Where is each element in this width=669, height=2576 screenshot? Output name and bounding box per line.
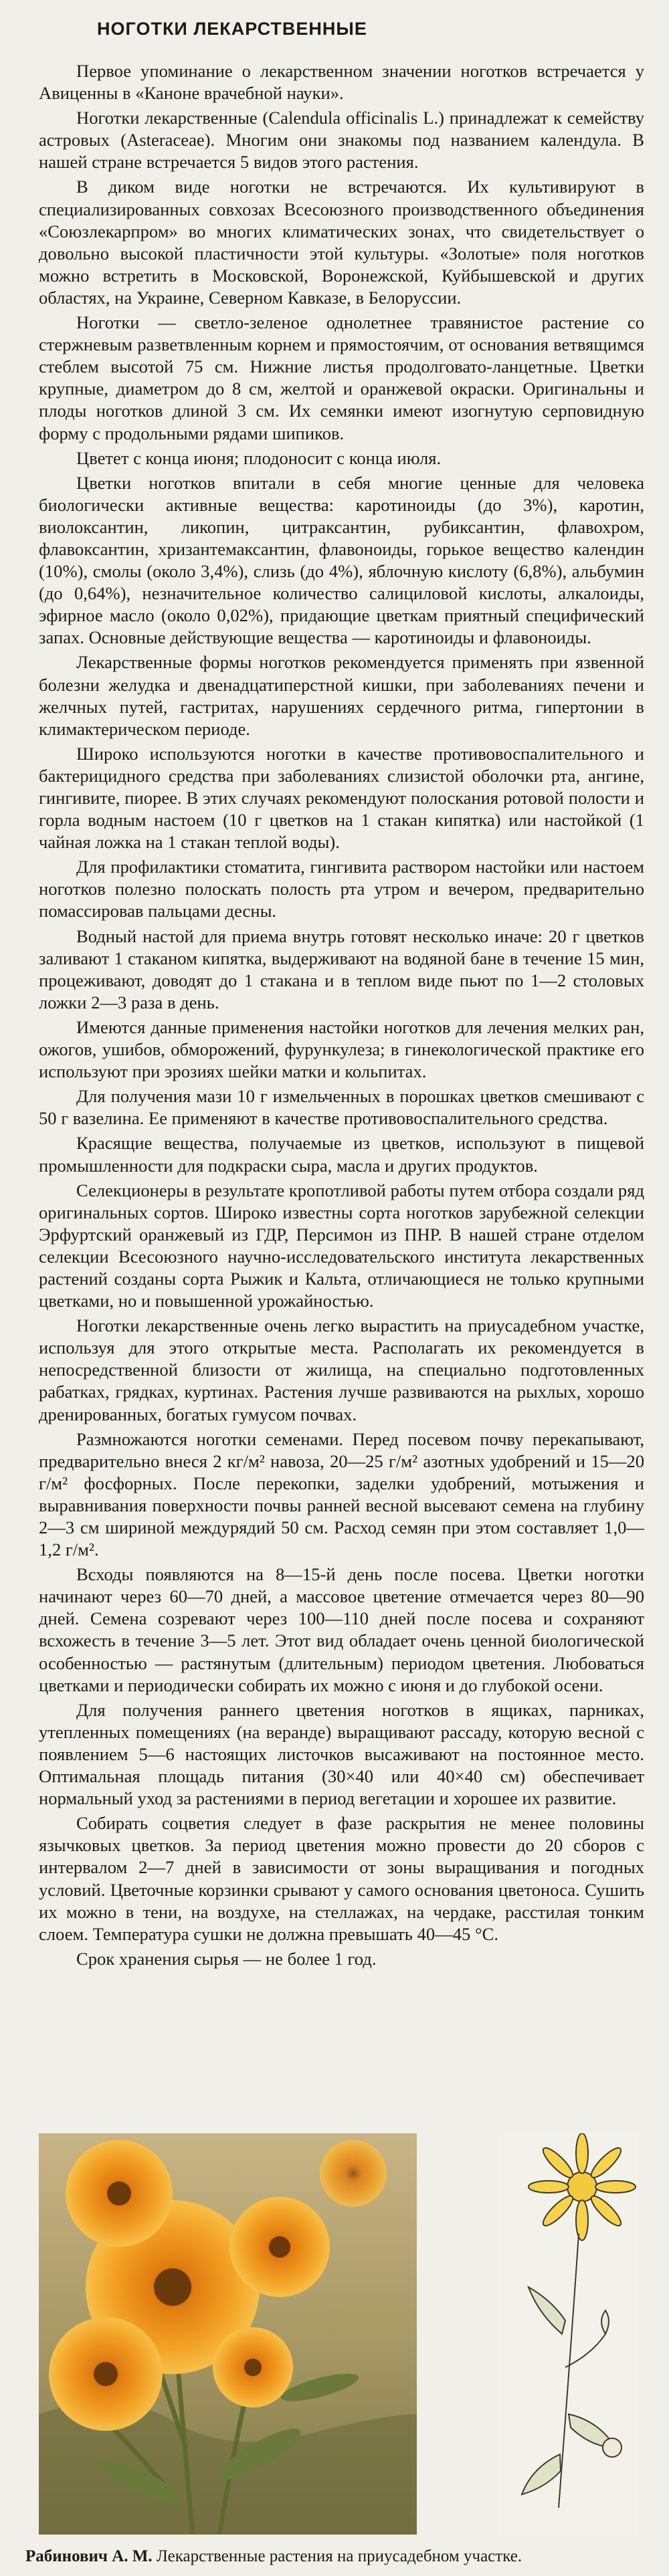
calendula-drawing xyxy=(498,2133,639,2535)
paragraph: Первое упоминание о лекарственном значении ноготков встречается у Авиценны в «Каноне врачебной науки». xyxy=(39,61,644,104)
source-citation xyxy=(25,2547,648,2567)
paragraph: Водный настой для приема внутрь готовят несколько иначе: 20 г цветков заливают 1 стаканом кипятка, выдерживают на водяной бане в течение 15 мин, процеживают, доводят до 1 стакана и в теплом виде пьют по 1—2 столовых ложки 2—3 раза в день. xyxy=(39,926,644,1012)
citation-author: Рабинович А. М. xyxy=(25,2547,153,2565)
article-body xyxy=(39,60,644,1973)
paragraph: Для получения мази 10 г измельченных в порошках цветков смешивают с 50 г вазелина. Ее применяют в качестве противовоспалительного средства. xyxy=(39,1086,644,1129)
paragraph: В диком виде ноготки не встречаются. Их культивируют в специализированных совхозах Всесоюзного производственного объединения «Союзлекарпром» во многих климатических зонах, что свидетельствует о довольно высокой пластичности этой культуры. «Золотые» поля ноготков можно встретить в Московской, Воронежской, Куйбышевской и других областях, на Украине, Северном Кавказе, в Белоруссии. xyxy=(39,177,644,308)
paragraph: Размножаются ноготки семенами. Перед посевом почву перекапывают, предварительно внеся 2 кг/м² навоза, 20—25 г/м² азотных удобрений и 15—20 г/м² фосфорных. После перекопки, заделки удобрений, мотыжения и выравнивания поверхности почвы ранней весной высевают семена на глубину 2—3 см шириной междурядий 50 см. Расход семян при этом составляет 1,0—1,2 г/м². xyxy=(39,1428,644,1560)
paragraph: Собирать соцветия следует в фазе раскрытия не менее половины язычковых цветков. За период цветения можно провести до 20 сборов с интервалом 2—7 дней в зависимости от зоны выращивания и погодных условий. Цветочные корзинки срывают у самого основания цветоноса. Сушить их можно в тени, на воздухе, на стеллажах, на чердаке, расстилая тонким слоем. Температура сушки не должна превышать 40—45 °С. xyxy=(39,1813,644,1944)
paragraph: Цветки ноготков впитали в себя многие ценные для человека биологически активные вещества: каротиноиды (до 3%), каротин, виолоксантин, ликопин, цитраксантин, рубиксантин, флавохром, флавоксантин, хризантемаксантин, флавоноиды, горькое вещество календин (10%), смолы (около 3,4%), слизь (до 4%), яблочную кислоту (6,8%), альбумин (до 0,64%), незначительное количество салициловой кислоты, алкалоиды, эфирное масло (около 0,02%), придающие цветкам приятный специфический запах. Основные действующие вещества — каротиноиды и флавоноиды. xyxy=(39,472,644,648)
paragraph: Срок хранения сырья — не более 1 год. xyxy=(76,1948,377,1969)
paragraph: Всходы появляются на 8—15-й день после посева. Цветки ноготки начинают через 60—70 дней, а массовое цветение отмечается через 80—90 дней. Семена созревают через 100—110 дней после посева и сохраняют всхожесть в течение 3—5 лет. Этот вид обладает очень ценной биологической особенностью — растянутым (длительным) периодом цветения. Любоваться цветками и периодически собирать их можно с июня и до глубокой осени. xyxy=(39,1564,644,1695)
paragraph: Для профилактики стоматита, гингивита раствором настойки или настоем ноготков полезно полоскать полость рта утром и вечером, предварительно помассировав пальцами десны. xyxy=(39,857,644,922)
paragraph: Красящие вещества, получаемые из цветков, используют в пищевой промышленности для подкраски сыра, масла и других продуктов. xyxy=(39,1133,644,1176)
paragraph: Ноготки лекарственные очень легко вырастить на приусадебном участке, используя для этого открытые места. Располагать их рекомендуется в непосредственной близости от жилища, на специально подготовленных рабатках, грядках, куртинах. Растения лучше развиваются на рыхлых, хорошо дренированных, богатых гумусом почвах. xyxy=(39,1315,644,1424)
paragraph: Селекционеры в результате кропотливой работы путем отбора создали ряд оригинальных сортов. Широко известны сорта ноготков зарубежной селекции Эрфуртский оранжевый из ГДР, Персимон из ПНР. В нашей стране отделом селекции Всесоюзного научно-исследовательского института лекарственных растений созданы сорта Рыжик и Кальта, отличающиеся не только крупными цветками, но и повышенной урожайностью. xyxy=(39,1180,644,1311)
article-title: НОГОТКИ ЛЕКАРСТВЕННЫЕ xyxy=(97,19,367,39)
citation-title: Лекарственные растения на приусадебном участке. xyxy=(156,2547,522,2565)
paragraph: Ноготки лекарственные (Calendula officinalis L.) принадлежат к семейству астровых (Asteraceae). Многим они знакомы под названием календула. В нашей стране встречается 5 видов этого растения. xyxy=(39,108,644,173)
paragraph: Ноготки — светло-зеленое однолетнее травянистое растение со стержневым разветвленным корнем и прямостоячим, от основания ветвящимся стеблем высотой 75 см. Нижние листья продолговато-ланцетные. Цветки крупные, диаметром до 8 см, желтой и оранжевой окраски. Оригинальны и плоды ноготков длиной 3 см. Их семянки имеют изогнутую серповидную форму с продольными рядами шипиков. xyxy=(39,312,644,443)
paragraph: Имеются данные применения настойки ноготков для лечения мелких ран, ожогов, ушибов, обморожений, фурункулеза; в гинекологической практике его используют при эрозиях шейки матки и кольпитах. xyxy=(39,1016,644,1082)
paragraph: Цветет с конца июня; плодоносит с конца июля. xyxy=(76,447,442,468)
paragraph: Для получения раннего цветения ноготков в ящиках, парниках, утепленных помещениях (на веранде) выращивают рассаду, которую весной с появлением 5—6 настоящих листочков высаживают на постоянное место. Оптимальная площадь питания (30×40 или 40×40 см) обеспечивает нормальный уход за растениями в период вегетации и хорошее их развитие. xyxy=(39,1699,644,1809)
paragraph: Широко используются ноготки в качестве противовоспалительного и бактерицидного средства при заболеваниях слизистой оболочки рта, ангине, гингивите, пиорее. В этих случаях рекомендуют полоскания ротовой полости и горла водным настоем (10 г цветков на 1 стакан кипятка) или настойкой (1 чайная ложка на 1 стакан теплой воды). xyxy=(39,743,644,853)
calendula-photo xyxy=(39,2133,417,2535)
paragraph: Лекарственные формы ноготков рекомендуется применять при язвенной болезни желудка и двенадцатиперстной кишки, при заболеваниях печени и желчных путей, гастритах, нарушениях сердечного ритма, гипертонии в климактерическом периоде. xyxy=(39,652,644,739)
